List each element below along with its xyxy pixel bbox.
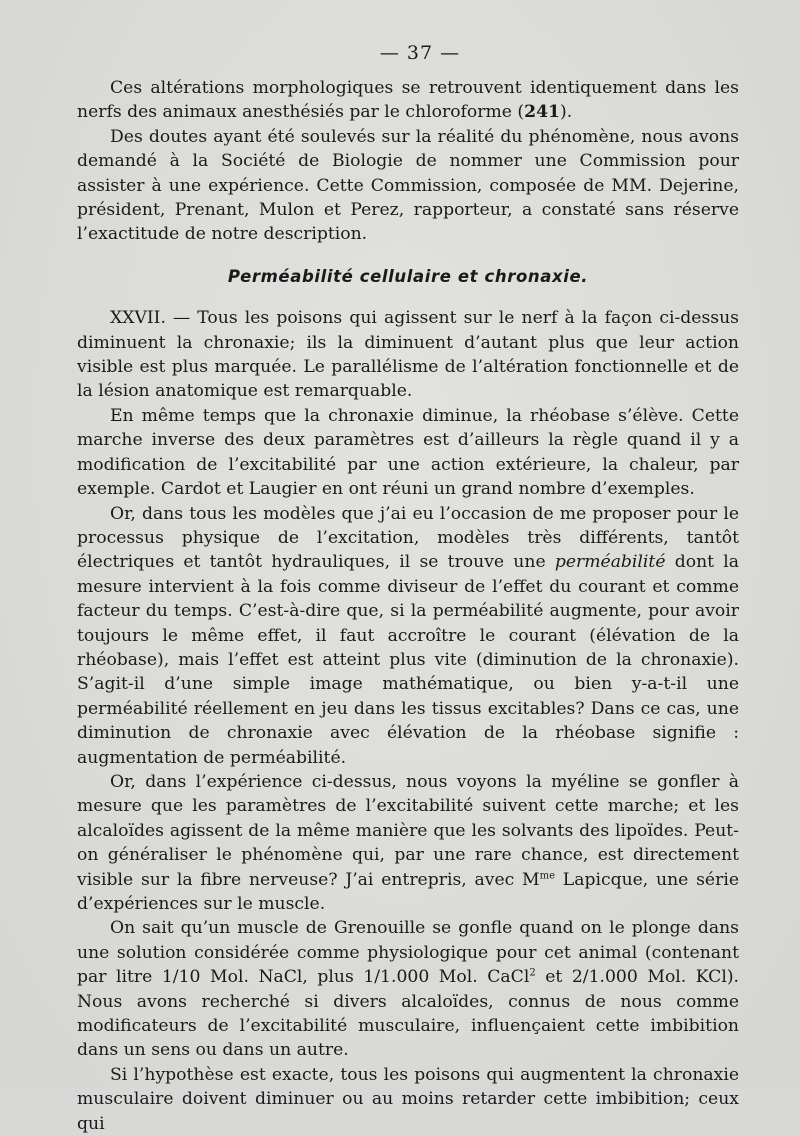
superscript: me (539, 869, 556, 881)
paragraph: XXVII. — Tous les poisons qui agissent sur le nerf à la façon ci-dessus diminuent la chronaxie; ils la diminuent d’autant plus que leur action visible est plus marquée. Le parallélisme de l’altération fonctionnelle et de la lésion anatomique est remarquable. (77, 308, 739, 402)
section-heading: Perméabilité cellulaire et chronaxie. (227, 266, 589, 286)
superscript: 2 (529, 967, 536, 979)
body-text (77, 76, 739, 1136)
page-number: — 37 — (379, 42, 461, 64)
paragraph: Ces altérations morphologiques se retrouvent identiquement dans les nerfs des animaux anesthésiés par le chloroforme (241). (77, 78, 739, 123)
paragraph: Des doutes ayant été soulevés sur la réalité du phénomène, nous avons demandé à la Société de Biologie de nommer une Commission pour assister à une expérience. Cette Commission, composée de MM. Dejerine, président, Prenant, Mulon et Perez, rapporteur, a constaté sans réserve l’exactitude de notre description. (77, 126, 739, 245)
paragraph: Or, dans tous les modèles que j’ai eu l’occasion de me proposer pour le processus physique de l’excitation, modèles très différents, tantôt électriques et tantôt hydrauliques, il se trouve une perméabilité dont la mesure intervient à la fois comme diviseur de l’effet du courant et comme facteur du temps. C’est-à-dire que, si la perméabilité augmente, pour avoir toujours le même effet, il faut accroître le courant (élévation de la rhéobase), mais l’effet est atteint plus vite (diminution de la chronaxie). S’agit-il d’une simple image mathématique, ou bien y-a-t-il une perméabilité réellement en jeu dans les tissus excitables? Dans ce cas, une diminution de chronaxie avec élévation de la rhéobase signifie : augmentation de perméabilité. (77, 503, 740, 768)
paragraph: On sait qu’un muscle de Grenouille se gonfle quand on le plonge dans une solution considérée comme physiologique pour cet animal (contenant par litre 1/10 Mol. NaCl, plus 1/1.000 Mol. CaCl$^2$ et 2/1.000 Mol. KCl). Nous avons recherché si divers alcaloïdes, connus de nous comme modificateurs de l’excitabilité musculaire, influençaient cette imbibition dans un sens ou dans un autre. (77, 918, 739, 1061)
paragraph: Si l’hypothèse est exacte, tous les poisons qui augmentent la chronaxie musculaire doivent diminuer ou au moins retarder cette imbibition; ceux qui (77, 1064, 739, 1134)
paragraph: En même temps que la chronaxie diminue, la rhéobase s’élève. Cette marche inverse des deux paramètres est d’ailleurs la règle quand il y a modification de l’excitabilité par une action extérieure, la chaleur, par exemple. Cardot et Laugier en ont réuni un grand nombre d’exemples. (77, 405, 739, 500)
reference-number: 241 (524, 102, 560, 123)
paragraph: Or, dans l’expérience ci-dessus, nous voyons la myéline se gonfler à mesure que les paramètres de l’excitabilité suivent cette marche; et les alcaloïdes agissent de la même manière que les solvants des lipoïdes. Peut-on généraliser le phénomène qui, par une rare chance, est directement visible sur la fibre nerveuse? J’ai entrepris, avec $M^{me}$ Lapicque, une série d’expériences sur le muscle. (77, 771, 739, 914)
emphasis: perméabilité (554, 552, 666, 573)
